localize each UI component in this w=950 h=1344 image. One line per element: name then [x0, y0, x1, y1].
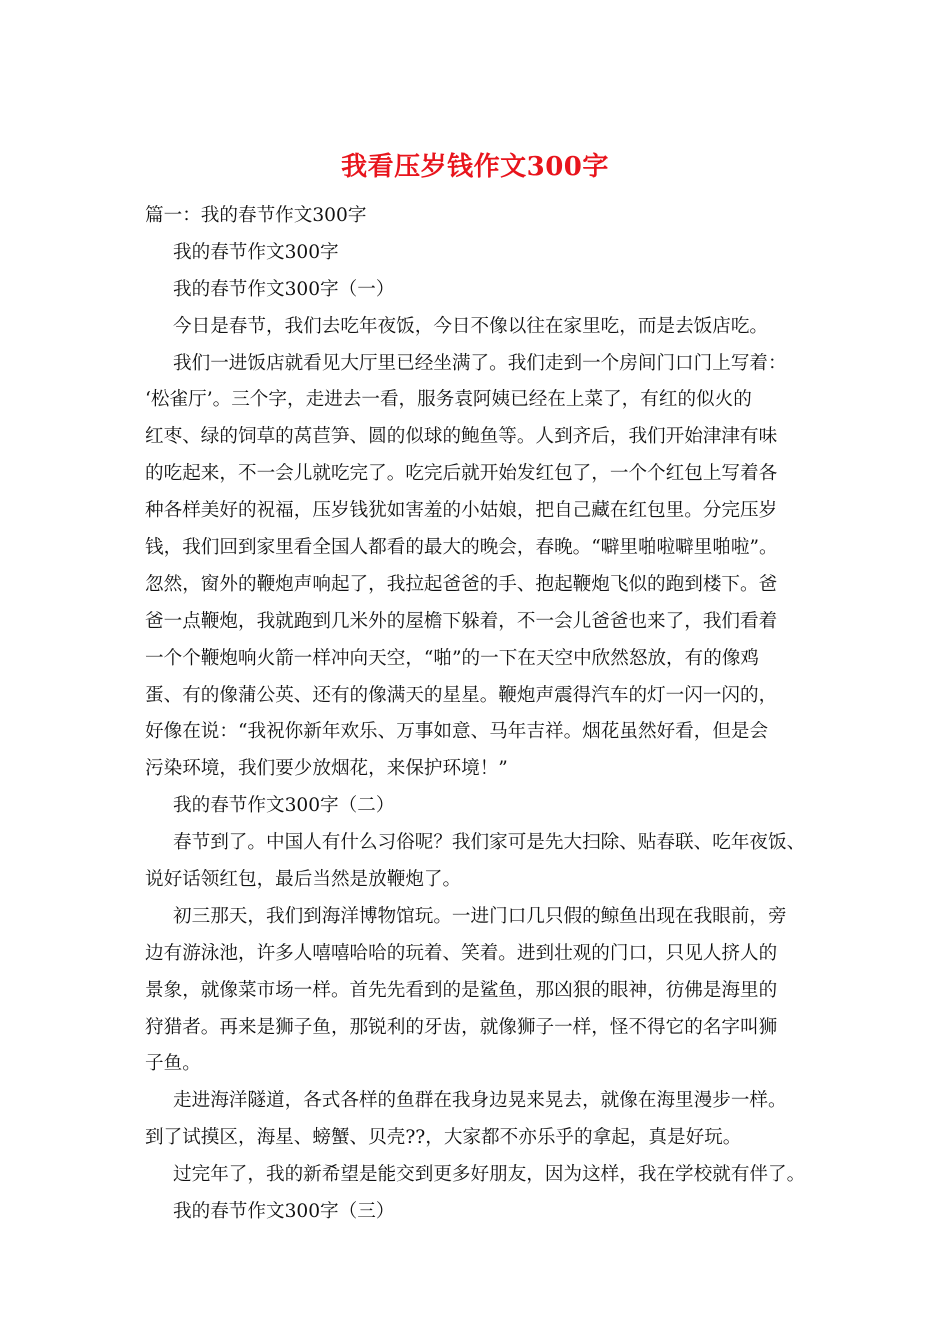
text-line: 我的春节作文300字（一）: [173, 278, 395, 300]
text-line: ‘松雀厅’。三个字，走进去一看，服务袁阿姨已经在上菜了，有红的似火的: [145, 389, 752, 411]
document-body: [145, 198, 815, 1231]
text-line: 我的春节作文300字（二）: [173, 795, 395, 817]
text-line: 今日是春节，我们去吃年夜饭，今日不像以往在家里吃，而是去饭店吃。: [173, 315, 769, 337]
text-line: 春节到了。中国人有什么习俗呢？我们家可是先大扫除、贴春联、吃年夜饭、: [173, 832, 806, 854]
text-line: 我的春节作文300字（三）: [173, 1201, 395, 1223]
text-line: 边有游泳池，许多人嘻嘻哈哈的玩着、笑着。进到壮观的门口，只见人挤人的: [145, 942, 778, 964]
text-line: 污染环境，我们要少放烟花，来保护环境！”: [145, 758, 508, 780]
text-line: 说好话领红包，最后当然是放鞭炮了。: [145, 869, 462, 891]
text-line: 种各样美好的祝福，压岁钱犹如害羞的小姑娘，把自己藏在红包里。分完压岁: [145, 500, 778, 522]
text-line: 的吃起来，不一会儿就吃完了。吃完后就开始发红包了，一个个红包上写着各: [145, 463, 778, 485]
text-line: 到了试摸区，海星、螃蟹、贝壳??，大家都不亦乐乎的拿起，真是好玩。: [145, 1127, 742, 1149]
text-line: 蛋、有的像蒲公英、还有的像满天的星星。鞭炮声震得汽车的灯一闪一闪的，: [145, 684, 778, 706]
text-line: 忽然，窗外的鞭炮声响起了，我拉起爸爸的手、抱起鞭炮飞似的跑到楼下。爸: [145, 573, 778, 595]
text-line: 爸一点鞭炮，我就跑到几米外的屋檐下躲着，不一会儿爸爸也来了，我们看着: [145, 610, 778, 632]
text-line: 过完年了，我的新希望是能交到更多好朋友，因为这样，我在学校就有伴了。: [173, 1164, 806, 1186]
text-line: 红枣、绿的饲草的莴苣笋、圆的似球的鲍鱼等。人到齐后，我们开始津津有味: [145, 426, 778, 448]
text-line: 钱，我们回到家里看全国人都看的最大的晚会，春晚。“噼里啪啦噼里啪啦”。: [145, 537, 778, 559]
text-line: 好像在说：“我祝你新年欢乐、万事如意、马年吉祥。烟花虽然好看，但是会: [145, 721, 769, 743]
text-line: 初三那天，我们到海洋博物馆玩。一进门口几只假的鲸鱼出现在我眼前，旁: [173, 905, 787, 927]
text-line: 一个个鞭炮响火箭一样冲向天空，“啪”的一下在天空中欣然怒放，有的像鸡: [145, 647, 760, 669]
text-line: 子鱼。: [145, 1053, 201, 1075]
text-line: 我的春节作文300字: [173, 241, 339, 263]
document-title: 我看压岁钱作文300字: [341, 152, 609, 182]
text-line: 狩猎者。再来是狮子鱼，那锐利的牙齿，就像狮子一样，怪不得它的名字叫狮: [145, 1016, 778, 1038]
text-line: 景象，就像菜市场一样。首先先看到的是鲨鱼，那凶狠的眼神，彷佛是海里的: [145, 979, 778, 1001]
text-line: 走进海洋隧道，各式各样的鱼群在我身边晃来晃去，就像在海里漫步一样。: [173, 1090, 787, 1112]
text-line: 我们一进饭店就看见大厅里已经坐满了。我们走到一个房间门口门上写着：: [173, 352, 787, 374]
text-line: 篇一：我的春节作文300字: [145, 205, 367, 226]
